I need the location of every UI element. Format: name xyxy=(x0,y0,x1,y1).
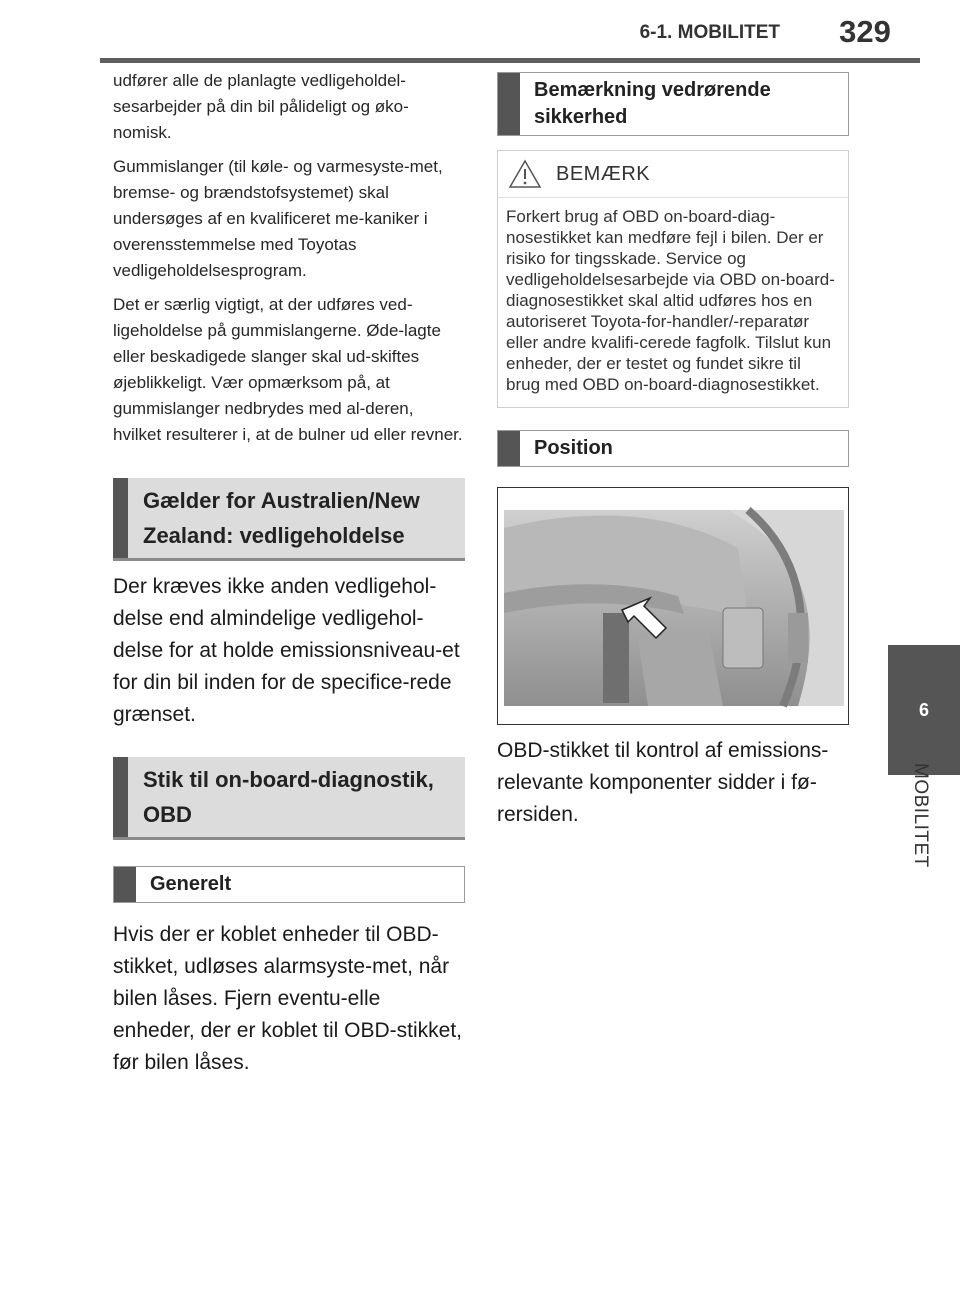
chapter-label: MOBILITET xyxy=(910,762,931,868)
right-column xyxy=(497,72,849,831)
subheading-position xyxy=(497,430,849,467)
intro-paragraph: Gummislanger (til køle- og varmesyste-met, bremse- og brændstofsystemet) skal undersøges af en kvalificeret me-kaniker i overensstemmelse med Toyotas vedligeholdelsesprogram. xyxy=(113,157,443,280)
notice-text: Forkert brug af OBD on-board-diag-nosestikket kan medføre fejl i bilen. Der er risiko for tingsskade. Service og vedligeholdelsesarbejde via OBD on-board-diagnosestikket skal altid udføres hos en autoriseret Toyota-for-handler/-reparatør eller andre kvalifi-cerede fagfolk. Tilslut kun enheder, der er testet og fundet sikre til brug med OBD on-board-diagnosestikket. xyxy=(506,207,835,394)
section-title: 6-1. MOBILITET xyxy=(639,22,780,43)
intro-paragraph: Det er særlig vigtigt, at der udføres ved-ligeholdelse på gummislangerne. Øde-lagte eller beskadigede slanger skal ud-skiftes øjeblikkeligt. Vær opmærksom på, at gummislanger nedbrydes med al-deren, hvilket resulterer i, at de bulner ud eller revner. xyxy=(113,295,463,444)
intro-paragraph: udfører alle de planlagte vedligeholdel-sesarbejder på din bil pålideligt og øko-nomisk. xyxy=(113,71,409,142)
notice-box xyxy=(497,150,849,408)
warning-triangle-icon xyxy=(508,159,542,189)
subheading-text: Generelt xyxy=(150,873,232,895)
subheading-text: Position xyxy=(534,437,613,459)
car-interior-illustration xyxy=(498,488,849,724)
heading-bar xyxy=(113,757,128,837)
subheading-safety xyxy=(497,72,849,136)
notice-title: BEMÆRK xyxy=(556,162,651,185)
maintenance-paragraph: Der kræves ikke anden vedligehol-delse end almindelige vedligehol-delse for at holde emissionsniveau-et for din bil inden for de specifice-rede grænset. xyxy=(113,575,460,726)
section-heading-text: Stik til on-board-diagnostik, OBD xyxy=(143,767,434,827)
notice-header xyxy=(498,151,848,198)
general-paragraph: Hvis der er koblet enheder til OBD-stikket, udløses alarmsyste-met, når bilen låses. Fjern eventu-elle enheder, der er koblet til OBD-stikket, før bilen låses. xyxy=(113,923,462,1074)
position-caption: OBD-stikket til kontrol af emissions-relevante komponenter sidder i fø-rersiden. xyxy=(497,739,829,826)
page-number: 329 xyxy=(839,14,891,49)
subheading-bar xyxy=(498,431,520,466)
section-heading-obd xyxy=(113,757,465,840)
obd-location-photo xyxy=(497,487,849,725)
chapter-tab xyxy=(888,645,960,775)
subheading-bar xyxy=(498,73,520,135)
subheading-text: Bemærkning vedrørende sikkerhed xyxy=(534,79,771,128)
header-rule xyxy=(100,58,920,63)
left-column xyxy=(113,68,465,1079)
section-heading-maintenance xyxy=(113,478,465,561)
heading-bar xyxy=(113,478,128,558)
section-heading-text: Gælder for Australien/New Zealand: vedligeholdelse xyxy=(143,488,420,548)
chapter-number: 6 xyxy=(918,699,929,720)
subheading-bar xyxy=(114,867,136,902)
subheading-general xyxy=(113,866,465,903)
